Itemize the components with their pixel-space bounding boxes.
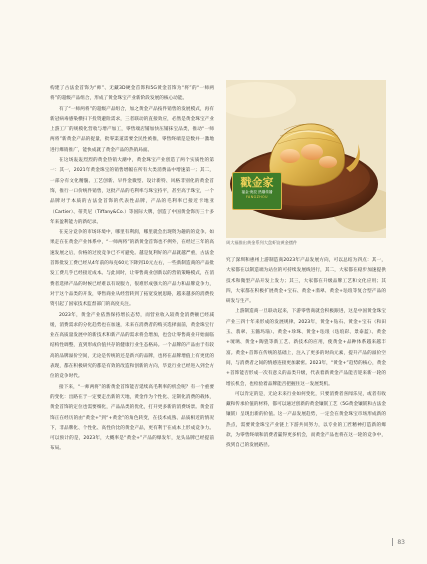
- brand-badge-en: FANGZHOU: [246, 195, 268, 199]
- brand-badge-subtitle: 福金·庚辰 热爆传播: [241, 190, 273, 194]
- brand-badge: [232, 172, 282, 210]
- hero-image: [226, 80, 386, 238]
- page-number: 83: [397, 539, 405, 546]
- paragraph: 可以肯定的是，无论未来行业如何变化，只要消费者喜闻乐见，或者有收藏和传承价值的材料，都可以通过创新的黄金镶嵌工艺（5G黄金镶嵌和古法金镶嵌）呈现出新的价值。这一产品发展趋势，一定会在黄金珠宝市场形成新的热点，需要黄金珠宝产业链上下游共同努力，以专业的工匠精神打造新的爆款，为零售终端和消费者赢得更多机会，而黄金产品也将在这一轮的竞争中，找到自己的发展路径。: [226, 391, 386, 449]
- paragraph: 究了深圳和惠州上游制造商2023年产品发展方向，可以总结为四点：其一，大家都在以制造端为站位的可持续发展线进行，其二，大家都在稳步加速提供技术和微型产品开发上发力；其三，大家都在升级品牌工艺和文化应用；其四，大家都在积极扩展黄金+宝石、黄金+翡翠、黄金+珐琅等复合型产品的研发与生产。: [226, 258, 386, 305]
- paragraph: 2023年，黄金产业依然保持增长态势，而营业收入较黄金消费额已经减缓，消费需求的分化趋势也在加速，未来在消费者的购买选择面前，黄金珠宝行业在高质量发展中的新技术和新产品的需求将会增加，也会让零售商业开始面临结构性调整，直到形成价值共存的健康行业生态格局。一个品牌的产品由于有较高的品牌溢价空间，无论是传统的还是新兴的品牌，也将在品牌增值上有更优的表现，都在积极研究的都是有效的改造和创新的方向，毕竟行业已经进入到全方位的竞争时代。: [50, 312, 214, 380]
- paragraph: 上游制造商一旦联动起来，下游零售商就会积极跟进，这是中国黄金珠宝产业三四十年来形成的发展规律。2023年，黄金+钻石、黄金+宝石（和田玉、翡翠、玉髓玛瑙）、黄金+珍珠、黄金+珐琅（珐琅彩、景泰蓝）、黄金+琉璃、黄金+陶瓷等新工艺、新技术的应用，使黄金+品种体系越来越丰富。黄金+首饰在传统的基础上，注入了更多的时尚元素，提升产品的溢价空间，与消费者之间的情感连接更加紧密。2023年，“黄金+”趋势的核心，黄金+首饰能否形成一次有意义的品类升级，代表着新黄金产品能否迎来新一轮的增长机会，也检验着品牌能否把握住这一发展契机。: [226, 309, 386, 387]
- paragraph: 有了“一师两将”的超级产品组合，加之黄金产品按件销售的发展模式，再有新冠病毒感染横扫下投资避险需求，三者联动的直接效应，必然是黄金珠宝产业上游工厂的规模化营收与增产加工，零售端店铺加快压铺抹宝品类，推动“一师两将”新黄金产品的捉量，批零渠道需要全民性被推，零售终端是是数并一激地进行爆销推广，能快成就了黄金产品的热销局面。: [50, 106, 214, 153]
- image-caption: 周大福推出黄金系列大盘虾饺黄金摆件: [226, 240, 298, 245]
- page-number-divider: [392, 538, 393, 546]
- left-text-column: [50, 84, 214, 455]
- paragraph: 构建了古法金首饰为“师”、无藏3D硬金首饰和5G黄金首饰为“将”的“一师两将”的超级产品组合，形成了黄金珠宝产业新阶段发展的核心动能。: [50, 86, 214, 102]
- paragraph: 在这场轰轰烈烈的黄金热销大潮中，黄金珠宝产业创造了两个实质性的第一：其一，2021年黄金珠宝的销售增幅在所有大类消费品中增速第一；其二，一部分有文化精髓、工艺创新、早件金微型、设计新特、风格非别化的黄金首饰，推行一口价统件销售，这批产品的毛利率与珠宝持平，甚至高于珠宝，一个品牌对于本质的古法金首饰的代表性品牌，产品的毛利率已接近卡地亚（Cartier）、蒂芙尼（Tiffany&Co.）等国际大牌，创造了中国黄金饰历三十多年来盈利能力的新纪录。: [50, 158, 214, 225]
- right-text-column: [226, 256, 386, 452]
- brand-badge-title: 戳金家: [240, 176, 274, 189]
- paragraph: 在充分竞争的市场环境中，哪里有利润，哪里就会出现资为趣的的竞争。如果走在在黄金产业体系中，“一师两将”的新黄金首饰也不例外，在经过三年的高速发展之后，价格的过度竞争已不可避免。越是复利好的产品就越严重，古法金首饰批发工费已经从4年前的每克60元下降到10元左右，一些新制造商的产品批发工费几乎已经接近成本。与此同时，让零售商业创新以的营销策略模式，在消费者选择产品的时候已经难以有说服力，很难形成强大的产品力和品牌竞争力，对于这个品类的开发，零售商业从经营转到了拓宽发展思路，越来越多的消费投资引起了国家技术监督部门的高度关注。: [50, 230, 214, 308]
- paragraph: 接下来，“一师两将”的新黄金首饰能否延续高毛利率的机会呢？有一个重要的变化：出路在于一定要走出新的天地，黄金作为个性化、定制化消费的载体，黄金首饰的定位也需要细化，产品品类的优化，打开更多新的消费场景。黄金首饰正在经历的由“黄金+”到“+黄金”的角色转变，在技术成熟、品质相近的情况下，非品牌化、个性化、高性价比的黄金产品，更有利于在成本上形成竞争力。可以预计的是，2023年，大概率是“黄金+”产品的爆发年，龙头品牌已经提前布局。: [50, 384, 214, 452]
